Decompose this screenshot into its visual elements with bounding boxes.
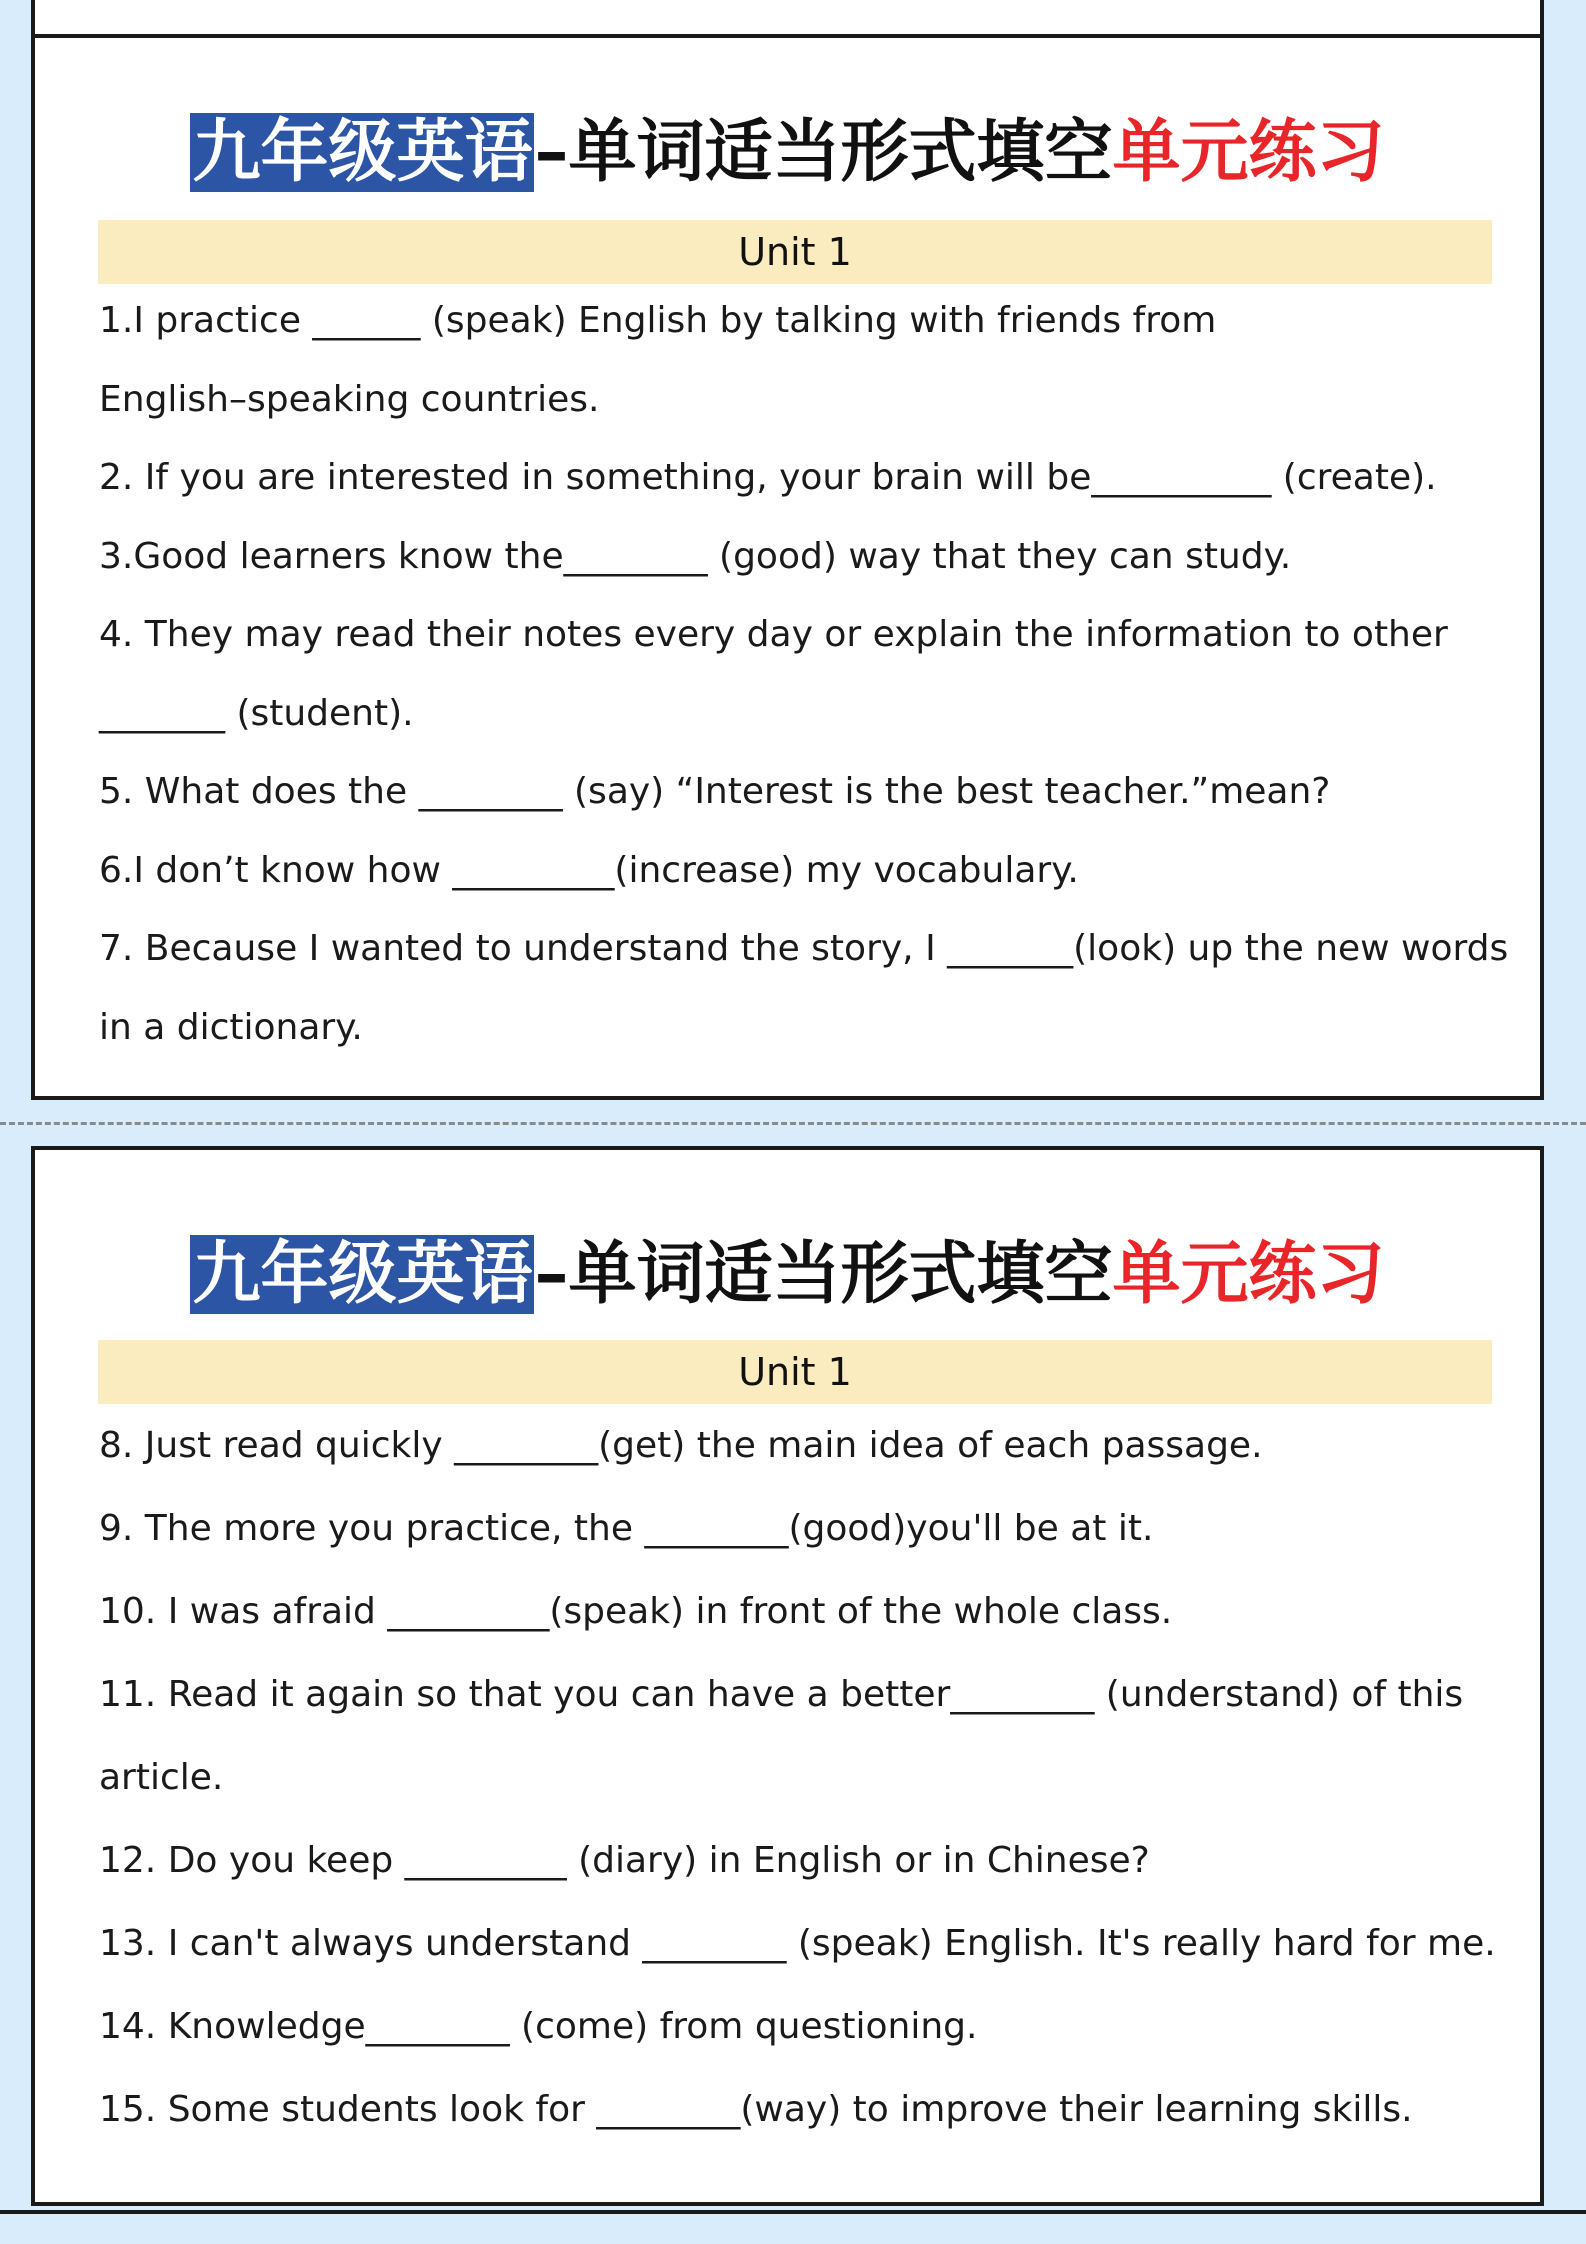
question-line: 8. Just read quickly ________(get) the main idea of each passage. <box>99 1425 1263 1466</box>
page-title <box>35 1220 1540 1332</box>
unit-label: Unit 1 <box>98 220 1492 284</box>
page-title <box>35 98 1540 210</box>
cut-line-divider <box>0 1122 1586 1125</box>
title-middle: –单词适当形式填空 <box>534 113 1113 192</box>
title-red: 单元练习 <box>1112 113 1385 192</box>
bottom-border-rule <box>0 2210 1586 2214</box>
question-line: 6.I don’t know how _________(increase) my vocabulary. <box>99 849 1079 891</box>
unit-label: Unit 1 <box>98 1340 1492 1404</box>
question-line: 3.Good learners know the________ (good) way that they can study. <box>99 535 1292 577</box>
question-line: in a dictionary. <box>99 1006 363 1048</box>
worksheet-card-bottom <box>31 1146 1544 2206</box>
question-line: _______ (student). <box>99 692 414 734</box>
question-list-2 <box>99 1404 1519 2151</box>
title-middle: –单词适当形式填空 <box>534 1235 1113 1314</box>
title-red: 单元练习 <box>1112 1235 1385 1314</box>
question-line: 7. Because I wanted to understand the story, I _______(look) up the new words <box>99 928 1509 969</box>
question-line: 2. If you are interested in something, your brain will be__________ (create). <box>99 457 1437 498</box>
question-line: 12. Do you keep _________ (diary) in English or in Chinese? <box>99 1840 1150 1881</box>
question-line: article. <box>99 1757 224 1798</box>
question-line: 5. What does the ________ (say) “Interest is the best teacher.”mean? <box>99 771 1331 812</box>
question-list-1 <box>99 282 1519 1067</box>
question-line: 13. I can't always understand ________ (speak) English. It's really hard for me. <box>99 1923 1496 1964</box>
question-line: 4. They may read their notes every day or explain the information to other <box>99 614 1448 655</box>
question-line: 1.I practice ______ (speak) English by talking with friends from <box>99 300 1217 341</box>
question-line: 10. I was afraid _________(speak) in front of the whole class. <box>99 1591 1173 1632</box>
question-line: 15. Some students look for ________(way) to improve their learning skills. <box>99 2089 1413 2130</box>
question-line: English–speaking countries. <box>99 378 600 420</box>
question-line: 11. Read it again so that you can have a better________ (understand) of this <box>99 1674 1464 1715</box>
worksheet-card-top <box>31 0 1544 1100</box>
question-line: 9. The more you practice, the ________(good)you'll be at it. <box>99 1508 1154 1549</box>
title-highlight: 九年级英语 <box>192 113 533 192</box>
title-highlight: 九年级英语 <box>192 1235 533 1314</box>
question-line: 14. Knowledge________ (come) from questioning. <box>99 2006 978 2047</box>
